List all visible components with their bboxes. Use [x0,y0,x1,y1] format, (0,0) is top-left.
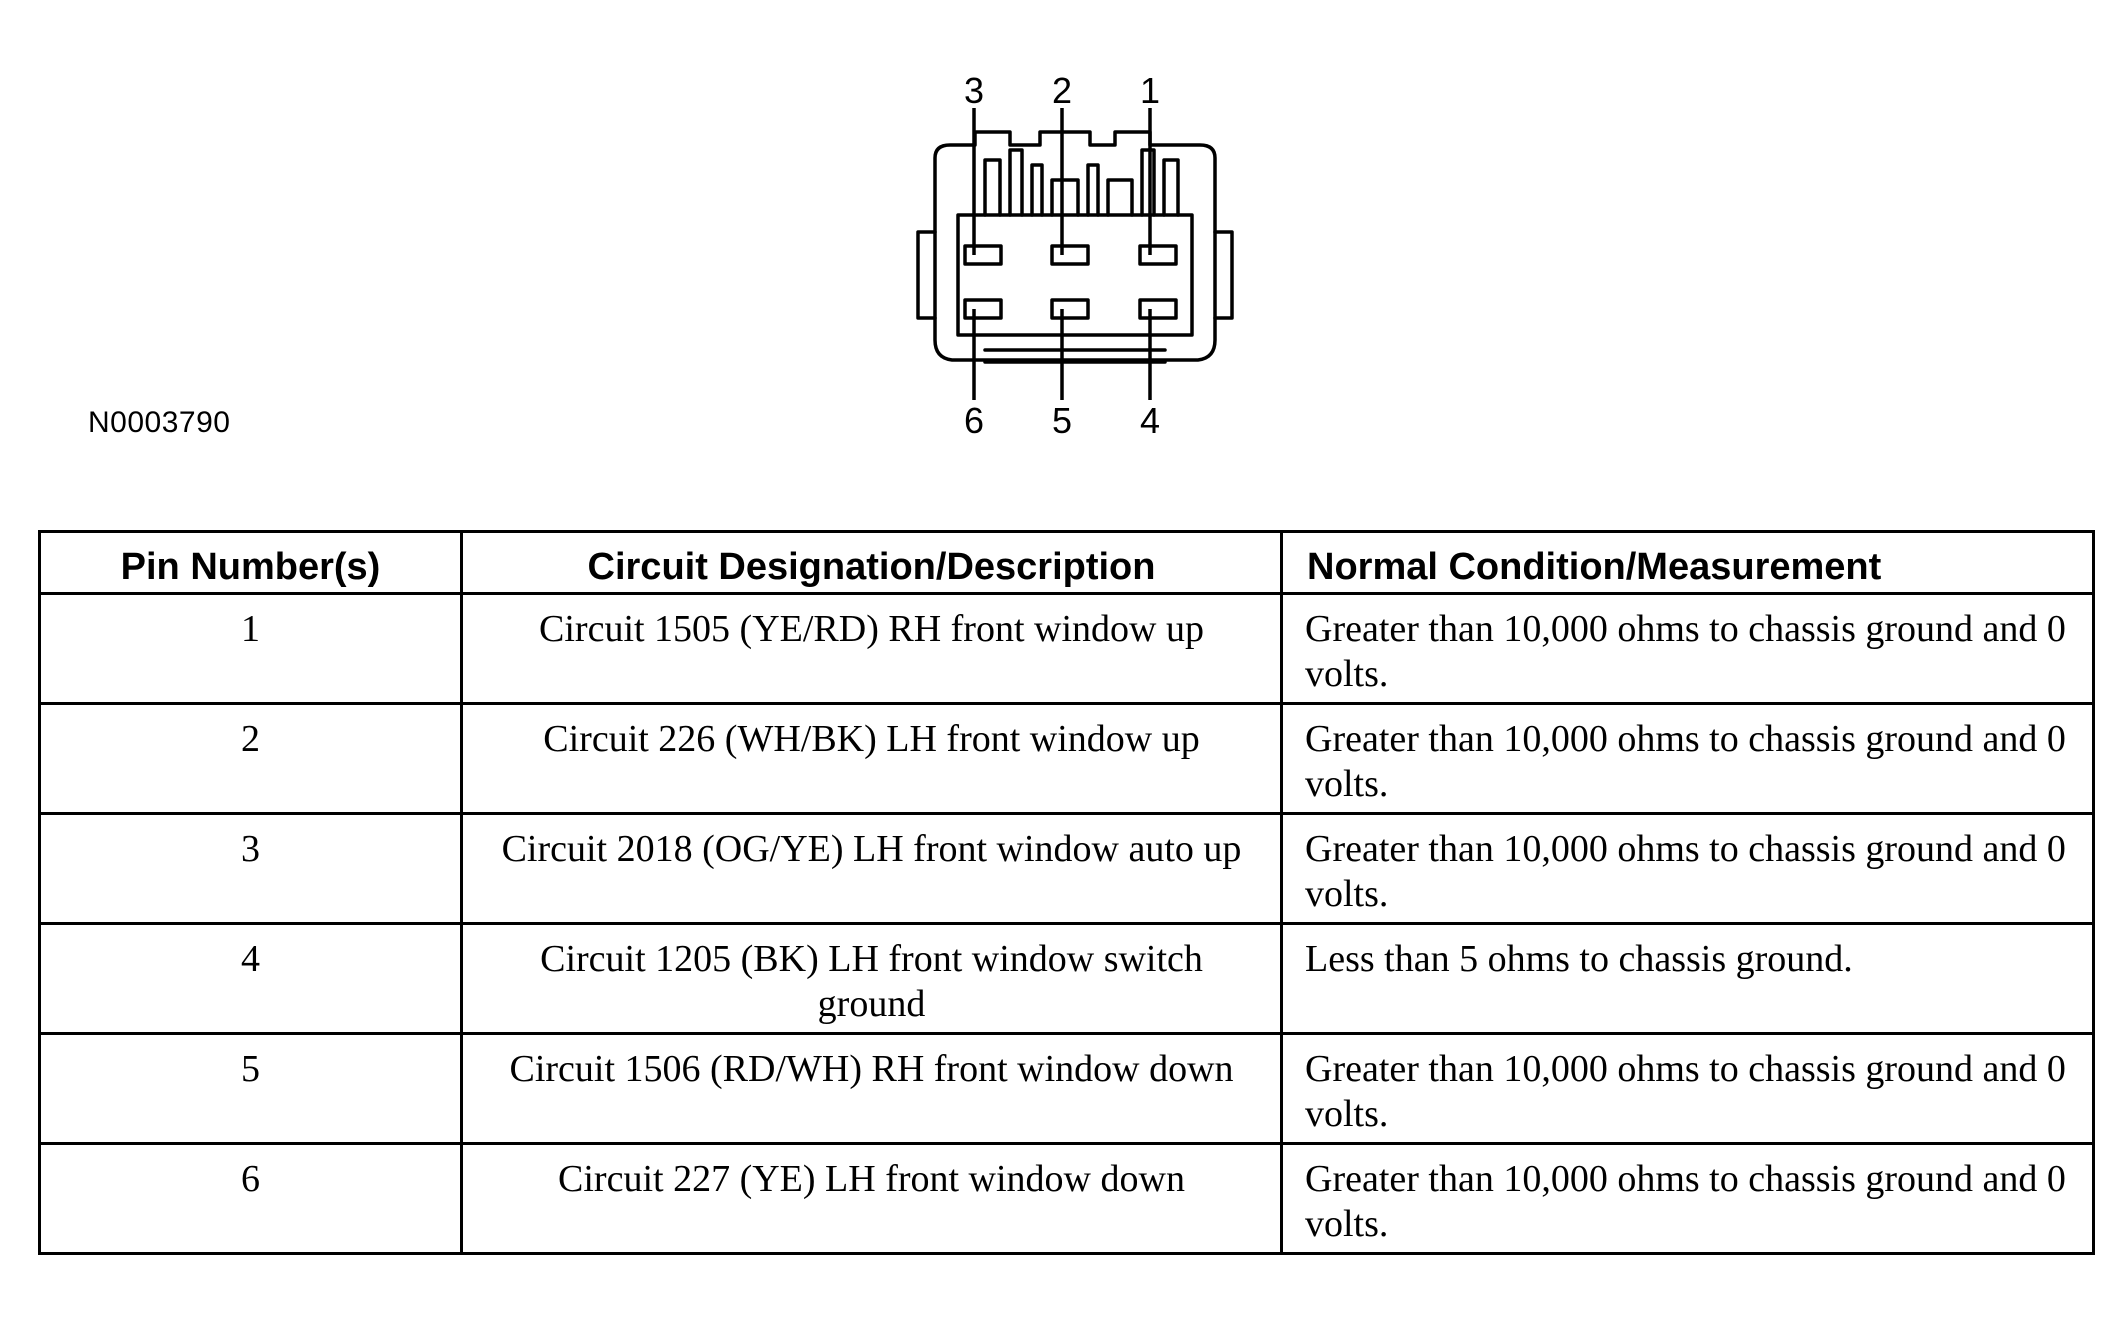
circuit-description-cell: Circuit 1505 (YE/RD) RH front window up [462,594,1282,704]
circuit-description-cell: Circuit 1506 (RD/WH) RH front window down [462,1034,1282,1144]
pin-number-cell: 5 [40,1034,462,1144]
measurement-cell: Greater than 10,000 ohms to chassis ground and 0 volts. [1282,594,2094,704]
pin-number-cell: 3 [40,814,462,924]
pin-cavity-3 [965,246,1001,264]
table-row [40,814,2094,924]
measurement-cell: Greater than 10,000 ohms to chassis ground and 0 volts. [1282,814,2094,924]
header-pin-numbers: Pin Number(s) [40,532,462,594]
measurement-cell: Greater than 10,000 ohms to chassis ground and 0 volts. [1282,704,2094,814]
pin-number-cell: 6 [40,1144,462,1254]
pin-label-2: 2 [1051,70,1073,111]
pin-cavity-4 [1140,300,1176,318]
figure-id: N0003790 [88,406,231,439]
pin-cavity-2 [1052,246,1088,264]
pin-number-cell: 2 [40,704,462,814]
header-circuit-description: Circuit Designation/Description [462,532,1282,594]
pin-number-cell: 4 [40,924,462,1034]
table-row [40,594,2094,704]
pin-cavity-1 [1140,246,1176,264]
circuit-description-cell: Circuit 1205 (BK) LH front window switch ground [462,924,1282,1034]
circuit-description-cell: Circuit 226 (WH/BK) LH front window up [462,704,1282,814]
table-row [40,704,2094,814]
table-row [40,1034,2094,1144]
circuit-description-cell: Circuit 227 (YE) LH front window down [462,1144,1282,1254]
pin-cavity-6 [965,300,1001,318]
pin-cavities [965,246,1176,318]
measurement-cell: Greater than 10,000 ohms to chassis ground and 0 volts. [1282,1144,2094,1254]
measurement-cell: Less than 5 ohms to chassis ground. [1282,924,2094,1034]
connector-diagram [0,0,2124,470]
measurement-cell: Greater than 10,000 ohms to chassis ground and 0 volts. [1282,1034,2094,1144]
pin-label-1: 1 [1139,70,1161,111]
pin-label-6: 6 [963,400,985,441]
table-header-row [40,532,2094,594]
table-row [40,1144,2094,1254]
pinout-table [38,530,2095,1255]
table-row [40,924,2094,1034]
pin-label-5: 5 [1051,400,1073,441]
pin-number-cell: 1 [40,594,462,704]
pin-cavity-5 [1052,300,1088,318]
circuit-description-cell: Circuit 2018 (OG/YE) LH front window auto up [462,814,1282,924]
pin-label-3: 3 [963,70,985,111]
header-normal-condition: Normal Condition/Measurement [1282,532,2094,594]
pin-label-4: 4 [1139,400,1161,441]
